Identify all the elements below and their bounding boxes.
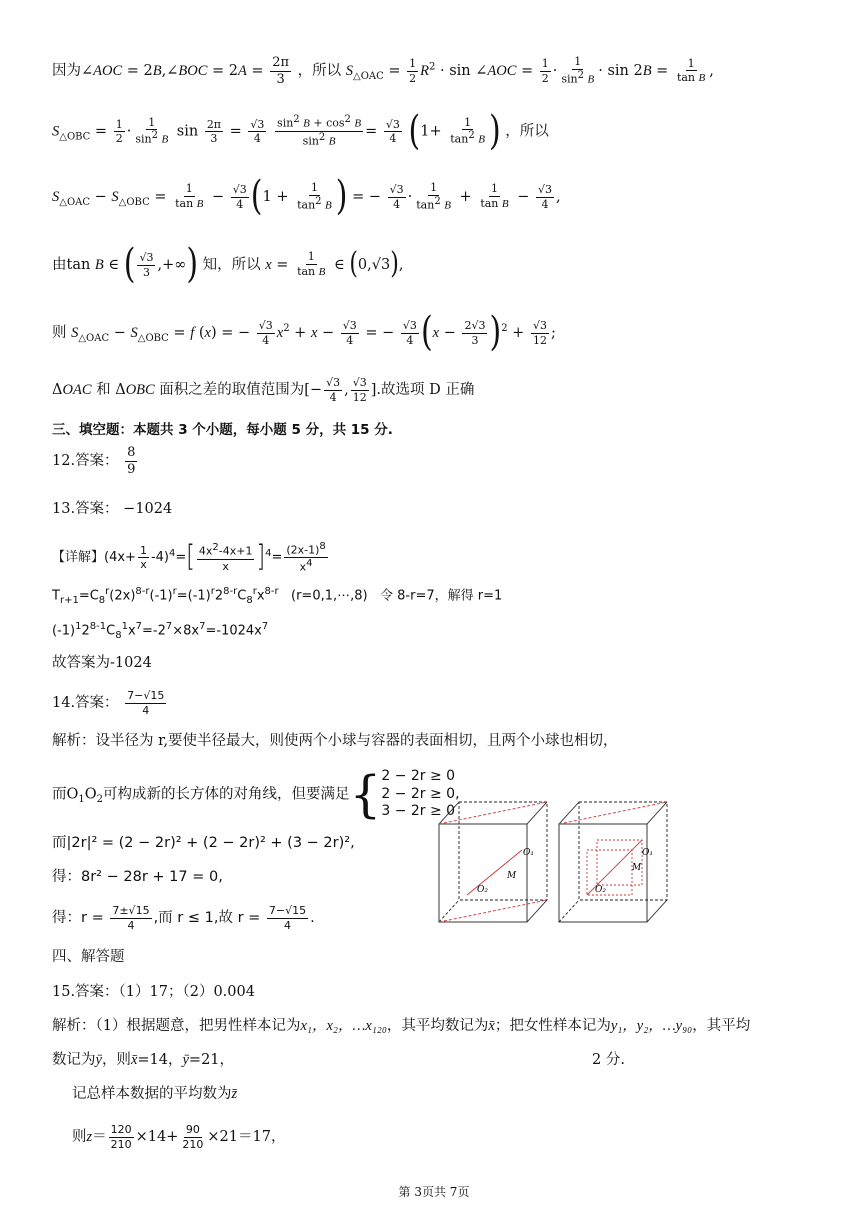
q13-conclusion: 故答案为-1024	[52, 655, 152, 671]
q15-analysis-2: 数记为ȳ，则x̄=14，ȳ=21，	[52, 1052, 235, 1068]
line-4: 由tan B ∈ ( $\frac{√3}{3}$ ,+∞) 知，所以 x = $\frac{1}{\text{tan B}}$ ∈ (0,√3),	[52, 240, 404, 288]
cube-figure-2	[559, 802, 667, 922]
q14-answer: 14.答案： $\frac{7-√15}{4}$	[52, 689, 165, 717]
fig2-label-o2: O₂	[595, 885, 606, 895]
q14-diagonal: 而$O_1O_2$可构成新的长方体的对角线，但要满足{ 2 − 2r ≥ 0 2 − 2r ≥ 0, 3 − 2r ≥ 0	[52, 765, 460, 824]
fig1-label-o1: O₁	[523, 848, 534, 858]
q14-eq2: 得：8r² − 28r + 17 = 0,	[52, 869, 223, 885]
line-2: $S_{\triangle OBC}$ = $\frac{1}{2}$ · $\frac{1}{\sin^2 B}$ sin $\frac{2\pi}{3}$ = $\frac{√3}{4}$ $\frac{\sin^2 B + \cos^2 B}{\sin^2 B}$ = $\frac{√3}{4}$ (1+ $\frac{1}{\tan^2 B}$ ) ，所以	[52, 107, 549, 155]
coef-calc: $(-1)^12^{8-1}C_8^1x^7=-2^7\times 8x^7=-1024x^7$	[52, 621, 269, 641]
q13-detail: 【详解】(4x+ $\frac{1}{x}$ -4)$^4$=[ $\frac{4x^2-4x+1}{x}$ ]$^4$= $\frac{(2x-1)^8}{x^4}$	[52, 540, 326, 574]
cube-figure-1	[439, 802, 547, 922]
section-3-heading: 三、填空题：本题共 3 个小题，每小题 5 分，共 15 分.	[52, 422, 393, 438]
line-3: $S_{\triangle OAC} - S_{\triangle OBC}$ = $\frac{1}{\text{tan B}}$ − $\frac{√3}{4}$ (1 + $\frac{1}{\tan^2 B}$ ) = − $\frac{√3}{4}$ · $\frac{1}{\tan^2 B}$ + $\frac{1}{\text{tan B}}$ − $\frac{√3}{4}$ ,	[52, 172, 561, 220]
line-6: ΔOAC 和 ΔOBC 面积之差的取值范围为[− $\frac{√3}{4}$ , $\frac{√3}{12}$ ].故选项 D 正确	[52, 376, 475, 404]
page-footer: 第 3页共 7页	[398, 1185, 470, 1199]
cube-figures	[437, 800, 677, 926]
fig1-label-o2: O₂	[477, 885, 488, 895]
fig1-label-m: M	[507, 871, 517, 881]
line-5: 则 $S_{\triangle OAC} - S_{\triangle OBC} = f$ (x) = − $\frac{√3}{4}$ $x^2 + x$ − $\frac{√3}{4}$ = − $\frac{√3}{4}$ (x − $\frac{2√3}{3}$ )$^2$ + $\frac{√3}{12}$ ;	[52, 308, 556, 356]
fig2-label-m: M	[632, 863, 642, 873]
q15-analysis-1: 解析：（1）根据题意，把男性样本记为x₁，x₂，…x₁₂₀，其平均数记为x̄；把女性样本记为y₁，y₂，…y₉₀，其平均	[52, 1018, 751, 1034]
line-1: 因为∠AOC = 2B,∠BOC = 2A = $\frac{2\pi}{3}$ ，所以 $S_{\triangle OAC}$ = $\frac{1}{2}$ $R^2 \cdot \sin$ ∠AOC = $\frac{1}{2}$ · $\frac{1}{\sin^2 B}$ · sin 2B = $\frac{1}{\text{tan B}}$ ,	[52, 55, 714, 87]
q15-analysis-3: 记总样本数据的平均数为z̄	[72, 1086, 238, 1102]
q15-points: 2 分.	[592, 1052, 625, 1068]
inequality-system: 2 − 2r ≥ 0 2 − 2r ≥ 0, 3 − 2r ≥ 0	[381, 768, 460, 819]
fig2-label-o1: O₁	[642, 848, 653, 858]
tr-formula: $T_{r+1}=C_8^r(2x)^{8-r}(-1)^r=(-1)^r2^{8-r}C_8^rx^{8-r}$ (r=0,1,⋯,8) 令 8-r=7，解得 r=1	[52, 586, 503, 606]
q14-analysis: 解析：设半径为 r,要使半径最大，则使两个小球与容器的表面相切，且两个小球也相切，	[52, 733, 618, 749]
fraction: $\frac{2\pi}{3}$	[272, 55, 290, 87]
q14-eq3: 得：r = $\frac{7\pm√15}{4}$ ,而 r ≤ 1,故 r = $\frac{7-√15}{4}$ .	[52, 904, 315, 932]
q13-answer: 13.答案： −1024	[52, 501, 173, 517]
q15-analysis-4: 则z＝ $\frac{120}{210}$ ×14+ $\frac{90}{210}$ ×21＝17，	[72, 1123, 286, 1151]
q14-eq1: 而|2r|² = (2 − 2r)² + (2 − 2r)² + (3 − 2r)²,	[52, 835, 355, 851]
section-4-heading: 四、解答题	[52, 949, 125, 965]
q12-answer: 12.答案： $\frac{8}{9}$	[52, 445, 136, 477]
q15-answer: 15.答案：（1）17；（2）0.004	[52, 984, 255, 1000]
